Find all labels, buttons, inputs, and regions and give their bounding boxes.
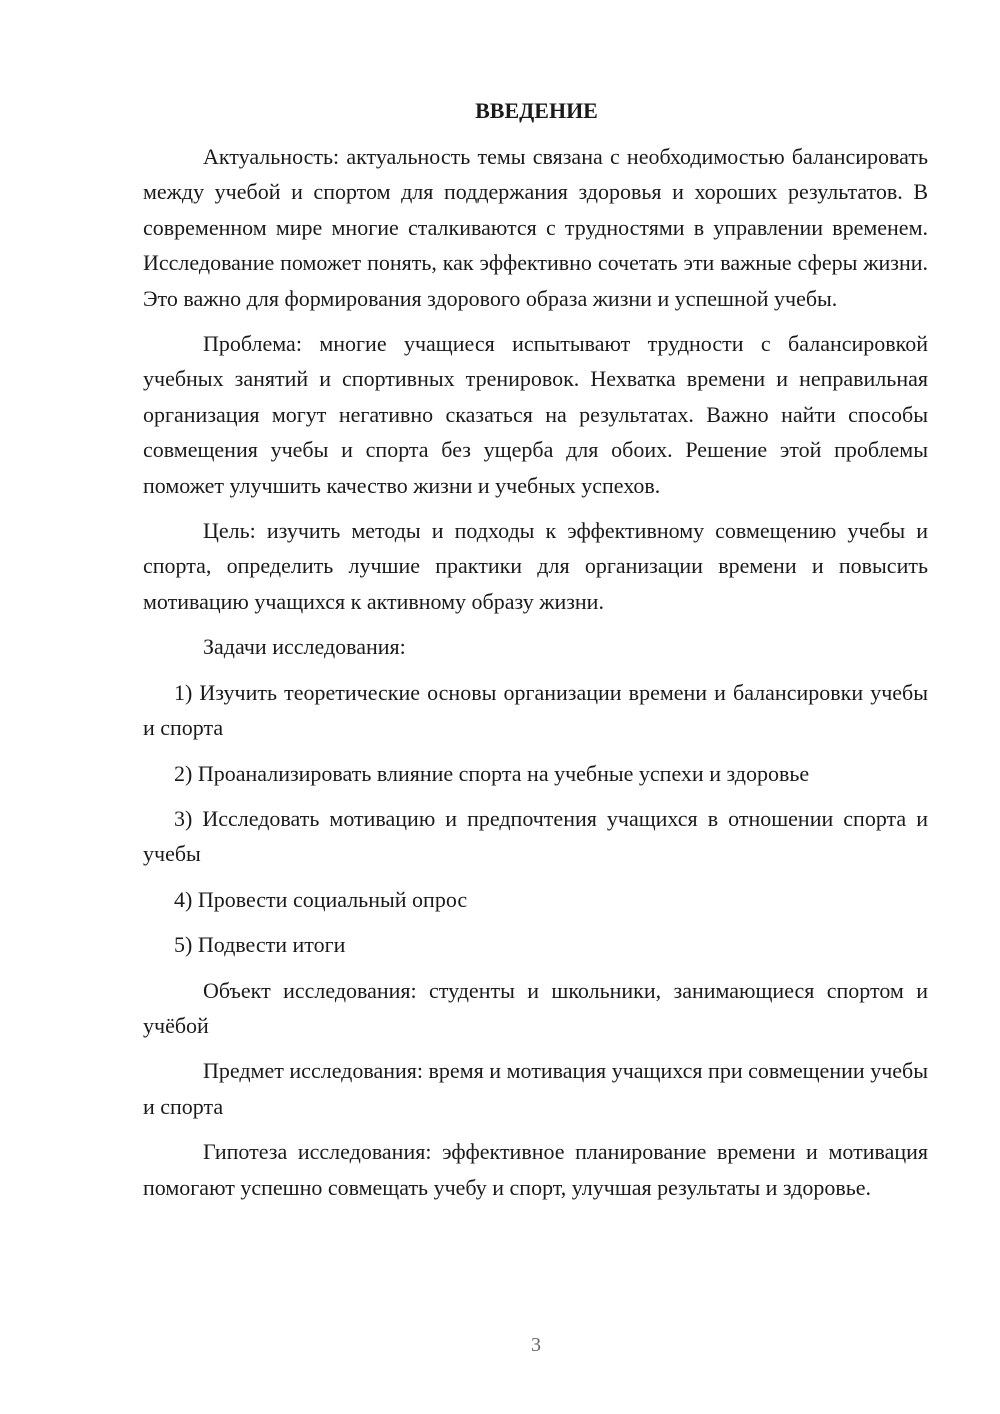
task-item-3: 3) Исследовать мотивацию и предпочтения учащихся в отношении спорта и учебы	[143, 805, 928, 867]
document-page	[143, 96, 928, 1215]
hypothesis-paragraph: Гипотеза исследования: эффективное планирование времени и мотивация помогают успешно совмещать учебу и спорт, улучшая результаты и здоровье.	[143, 1139, 928, 1200]
task-item-4: 4) Провести социальный опрос	[174, 886, 468, 912]
object-paragraph: Объект исследования: студенты и школьники, занимающиеся спортом и учёбой	[143, 977, 928, 1038]
tasks-heading: Задачи исследования:	[203, 634, 406, 660]
task-item-1: 1) Изучить теоретические основы организации времени и балансировки учебы и спорта	[143, 679, 928, 741]
problem-paragraph: Проблема: многие учащиеся испытывают трудности с балансировкой учебных занятий и спортивных тренировок. Нехватка времени и неправильная организация могут негативно сказаться на результатах. Важно найти способы совмещения учебы и спорта без ущерба для обоих. Решение этой проблемы поможет улучшить качество жизни и учебных успехов.	[143, 331, 928, 498]
task-item-2: 2) Проанализировать влияние спорта на учебные успехи и здоровье	[174, 760, 810, 786]
relevance-paragraph: Актуальность: актуальность темы связана с необходимостью балансировать между учебой и спортом для поддержания здоровья и хороших результатов. В современном мире многие сталкиваются с трудностями в управлении временем. Исследование поможет понять, как эффективно сочетать эти важные сферы жизни. Это важно для формирования здорового образа жизни и успешной учебы.	[143, 144, 928, 311]
task-item-5: 5) Подвести итоги	[174, 932, 346, 958]
subject-paragraph: Предмет исследования: время и мотивация учащихся при совмещении учебы и спорта	[143, 1058, 928, 1119]
section-title: ВВЕДЕНИЕ	[475, 98, 598, 123]
page-number: 3	[531, 1334, 541, 1356]
goal-paragraph: Цель: изучить методы и подходы к эффективному совмещению учебы и спорта, определить лучшие практики для организации времени и повысить мотивацию учащихся к активному образу жизни.	[143, 518, 928, 614]
